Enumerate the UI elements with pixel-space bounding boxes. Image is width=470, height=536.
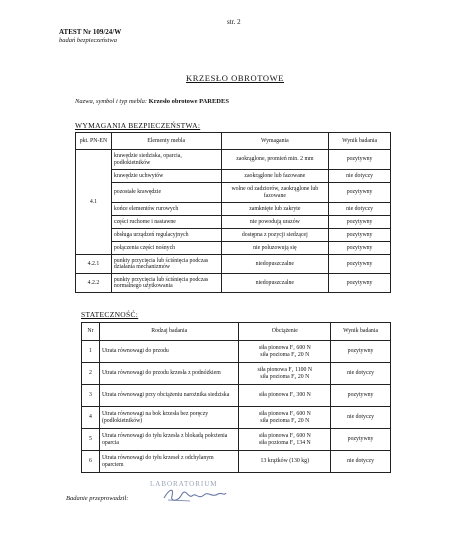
element-cell: krawędzie uchwytów xyxy=(111,170,221,183)
test-cell: Utrata równowagi do przodu krzesła z podnóżkiem xyxy=(99,363,239,385)
col-pkt: pkt. PN-EN xyxy=(76,133,112,150)
col-rodzaj: Rodzaj badania xyxy=(99,323,239,341)
page-number: str. 2 xyxy=(227,18,241,26)
table-row xyxy=(76,170,391,183)
element-cell: obsługa urządzeń regulacyjnych xyxy=(111,229,221,242)
table-row xyxy=(82,363,391,385)
result-cell: nie dotyczy xyxy=(331,451,391,473)
test-cell: Utrata równowagi do tyłu krzeseł z odchylanym oparciem xyxy=(99,451,239,473)
col-wymagania: Wymagania xyxy=(221,133,329,150)
pkt-cell: 4.1 xyxy=(76,150,112,255)
stability-table xyxy=(81,322,391,473)
result-cell: pozytywny xyxy=(331,385,391,407)
element-cell: części ruchome i nastawne xyxy=(111,216,221,229)
atest-subtitle: badań bezpieczeństwa xyxy=(59,37,117,44)
table-row xyxy=(82,451,391,473)
result-cell: pozytywny xyxy=(329,216,391,229)
table-row xyxy=(76,255,391,274)
table-row xyxy=(76,150,391,170)
nr-cell: 5 xyxy=(82,429,100,451)
product-label: Nazwa, symbol i typ mebla: xyxy=(75,98,148,105)
atest-number: ATEST Nr 109/24/W xyxy=(59,28,122,36)
req-cell: niedopuszczalne xyxy=(221,274,329,293)
safety-heading: WYMAGANIA BEZPIECZEŃSTWA: xyxy=(75,121,201,130)
result-cell: pozytywny xyxy=(329,274,391,293)
result-cell: pozytywny xyxy=(329,229,391,242)
req-cell: zaokrąglone lub fazowane xyxy=(221,170,329,183)
laboratory-stamp: LABORATORIUM xyxy=(150,480,218,488)
result-cell: nie dotyczy xyxy=(331,363,391,385)
table-row xyxy=(76,274,391,293)
table-row xyxy=(76,216,391,229)
load-cell: siła pionowa F₁ 600 N siła pozioma F₂ 20 N xyxy=(239,341,331,363)
table-row xyxy=(76,183,391,203)
req-cell: dostępna z pozycji siedzącej xyxy=(221,229,329,242)
req-cell: zamknięte lub zakryte xyxy=(221,203,329,216)
table-row xyxy=(82,429,391,451)
load-cell: siła pionowa F₁ 1100 N siła pozioma F₂ 20 N xyxy=(239,363,331,385)
table-row xyxy=(82,407,391,429)
signature-label: Badanie przeprowadził: xyxy=(66,495,129,502)
test-cell: Utrata równowagi na bok krzesła bez poręczy (podłokietników) xyxy=(99,407,239,429)
document-title: KRZESŁO OBROTOWE xyxy=(186,73,284,83)
result-cell: pozytywny xyxy=(329,150,391,170)
element-cell: pozostałe krawędzie xyxy=(111,183,221,203)
req-cell: wolne od zadziorów, zaokrąglone lub fazowane xyxy=(221,183,329,203)
stability-heading: STATECZNOŚĆ: xyxy=(81,310,139,319)
result-cell: pozytywny xyxy=(329,255,391,274)
element-cell: punkty przycięcia lub ściśnięcia podczas działania mechanizmów xyxy=(111,255,221,274)
load-cell: siła pionowa F₁ 600 N siła pozioma F₂ 134 N xyxy=(239,429,331,451)
nr-cell: 3 xyxy=(82,385,100,407)
stability-header-row xyxy=(82,323,391,341)
result-cell: pozytywny xyxy=(331,341,391,363)
nr-cell: 1 xyxy=(82,341,100,363)
req-cell: niedopuszczalne xyxy=(221,255,329,274)
element-cell: połączenia części nośnych xyxy=(111,242,221,255)
test-cell: Utrata równowagi przy obciążeniu narożnika siedziska xyxy=(99,385,239,407)
col-wynik: Wynik badania xyxy=(331,323,391,341)
col-obciazenie: Obciążenie xyxy=(239,323,331,341)
nr-cell: 4 xyxy=(82,407,100,429)
table-row xyxy=(76,203,391,216)
col-elementy: Elementy mebla xyxy=(111,133,221,150)
req-cell: nie poluzowują się xyxy=(221,242,329,255)
result-cell: nie dotyczy xyxy=(329,170,391,183)
result-cell: pozytywny xyxy=(331,429,391,451)
element-cell: końce elementów rurowych xyxy=(111,203,221,216)
load-cell: siła pionowa F₁ 600 N siła pozioma F₂ 20 N xyxy=(239,407,331,429)
signature-image xyxy=(160,484,230,506)
nr-cell: 2 xyxy=(82,363,100,385)
product-name xyxy=(75,98,229,105)
pkt-cell: 4.2.2 xyxy=(76,274,112,293)
element-cell: krawędzie siedziska, oparcia, podłokietników xyxy=(111,150,221,170)
req-cell: zaokrąglone, promień min. 2 mm xyxy=(221,150,329,170)
test-cell: Utrata równowagi do przodu xyxy=(99,341,239,363)
result-cell: nie dotyczy xyxy=(331,407,391,429)
table-row xyxy=(76,242,391,255)
test-cell: Utrata równowagi do tyłu krzesła z blokadą położenia oparcia xyxy=(99,429,239,451)
pkt-cell: 4.2.1 xyxy=(76,255,112,274)
req-cell: nie powodują urazów xyxy=(221,216,329,229)
result-cell: pozytywny xyxy=(329,183,391,203)
table-row xyxy=(76,229,391,242)
safety-header-row xyxy=(76,133,391,150)
result-cell: pozytywny xyxy=(329,242,391,255)
element-cell: punkty przycięcia lub ściśnięcia podczas normalnego użytkowania xyxy=(111,274,221,293)
nr-cell: 6 xyxy=(82,451,100,473)
load-cell: 13 krążków (130 kg) xyxy=(239,451,331,473)
col-wynik: Wynik badania xyxy=(329,133,391,150)
product-value: Krzesło obrotowe PAREDES xyxy=(148,98,229,105)
safety-table xyxy=(75,132,391,293)
table-row xyxy=(82,385,391,407)
col-nr: Nr xyxy=(82,323,100,341)
load-cell: siła pionowa F₁ 300 N xyxy=(239,385,331,407)
table-row xyxy=(82,341,391,363)
result-cell: nie dotyczy xyxy=(329,203,391,216)
